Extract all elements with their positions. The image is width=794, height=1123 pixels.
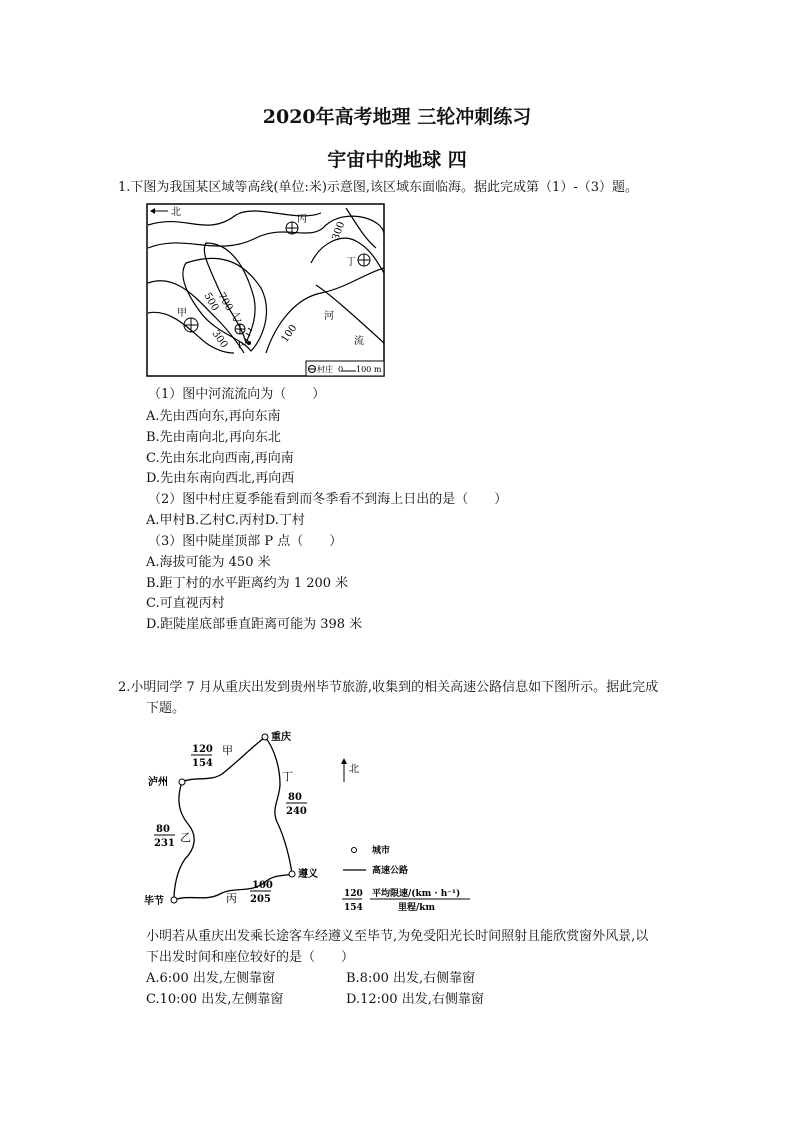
city-luzhou-marker [179, 779, 185, 785]
legend-city-icon [352, 848, 357, 853]
city-chongqing-marker [262, 734, 268, 740]
contour-map [146, 203, 386, 378]
village-jia-icon [184, 318, 198, 332]
q1-sub2-options: A.甲村B.乙村C.丙村D.丁村 [146, 513, 305, 528]
q1-sub3-option-d: D.距陡崖底部垂直距离可能为 398 米 [146, 617, 363, 632]
q1-sub1: （1）图中河流流向为（ ） [148, 387, 326, 402]
fraction-ding [286, 792, 307, 817]
page-subtitle: 宇宙中的地球 四 [327, 149, 467, 171]
segment-label-yi: 乙 [180, 831, 191, 844]
fraction-yi [154, 824, 175, 849]
city-label-luzhou: 泸州 [148, 777, 168, 788]
fraction-bing [250, 880, 273, 905]
q2-option-b: B.8:00 出发,右侧靠窗 [346, 971, 476, 986]
q2-question-line1: 小明若从重庆出发乘长途客车经遵义至毕节,为免受阳光长时间照射且能欣赏窗外风景,以 [146, 929, 649, 944]
point-p-label: P [238, 341, 244, 350]
scale-value: 100 m [356, 365, 382, 374]
svg-text:154: 154 [192, 758, 213, 769]
q1-sub3-option-a: A.海拔可能为 450 米 [146, 555, 271, 570]
legend-village-label: 村庄 [317, 365, 333, 374]
contour-label-500: 500 [201, 291, 221, 314]
contour-label-700: 700 [215, 291, 235, 314]
q2-option-d: D.12:00 出发,右侧靠窗 [346, 992, 484, 1007]
legend-speed-label: 平均限速/(km · h⁻¹) [372, 889, 461, 899]
q1-sub3: （3）图中陡崖顶部 P 点（ ） [148, 534, 343, 549]
svg-text:80: 80 [288, 792, 302, 803]
city-label-bijie: 毕节 [144, 896, 164, 907]
legend-road-label: 高速公路 [372, 866, 409, 876]
q1-sub3-option-b: B.距丁村的水平距离约为 1 200 米 [146, 576, 349, 591]
q1-stem: 1.下图为我国某区域等高线(单位:米)示意图,该区域东面临海。据此完成第（1）-（3）题。 [118, 180, 638, 195]
q2-stem-line2: 下题。 [146, 701, 186, 716]
q2-option-a: A.6:00 出发,左侧靠窗 [146, 971, 275, 986]
svg-text:205: 205 [250, 894, 271, 905]
page-title: 2020年高考地理 三轮冲刺练习 [262, 106, 532, 128]
river-label-1: 河 [324, 311, 334, 322]
q1-sub2: （2）图中村庄夏季能看到而冬季看不到海上日出的是（ ） [148, 492, 508, 507]
q1-sub1-option-b: B.先由南向北,再向东北 [146, 430, 281, 445]
q2-option-c: C.10:00 出发,左侧靠窗 [146, 992, 284, 1007]
svg-text:231: 231 [154, 838, 175, 849]
village-label-bing: 丙 [297, 214, 307, 225]
svg-text:120: 120 [192, 744, 213, 755]
village-label-ding: 丁 [346, 257, 356, 268]
legend-city-label: 城市 [372, 846, 391, 856]
north-label: 北 [349, 764, 359, 775]
village-label-yi: 乙 [232, 313, 242, 324]
city-label-zunyi: 遵义 [298, 869, 318, 880]
svg-text:120: 120 [344, 889, 363, 899]
legend-fraction [342, 889, 363, 913]
svg-text:154: 154 [344, 903, 363, 913]
q1-sub1-option-d: D.先由东南向西北,再向西 [146, 471, 295, 486]
svg-text:100: 100 [252, 880, 273, 891]
segment-label-jia: 甲 [222, 744, 233, 757]
village-ding-icon [358, 254, 370, 266]
contour-label-300: 300 [209, 328, 230, 351]
svg-text:80: 80 [156, 824, 170, 835]
scale-zero: 0 [338, 365, 344, 374]
village-yi-icon [235, 324, 245, 334]
q1-sub3-option-c: C.可直视丙村 [146, 596, 225, 611]
north-arrow-icon [341, 758, 359, 782]
legend-distance-label: 里程/km [398, 903, 436, 913]
point-p-marker [247, 341, 251, 345]
contour-label-100: 100 [279, 322, 300, 345]
q1-sub1-option-a: A.先由西向东,再向东南 [146, 409, 281, 424]
segment-label-ding: 丁 [282, 770, 293, 783]
contour-label-300-east: 300 [330, 220, 348, 243]
fraction-jia [191, 744, 213, 769]
north-label: 北 [171, 207, 181, 218]
q1-sub1-option-c: C.先由东北向西南,再向南 [146, 451, 294, 466]
q2-stem-line1: 2.小明同学 7 月从重庆出发到贵州毕节旅游,收集到的相关高速公路信息如下图所示。据此完成 [118, 680, 659, 695]
highway-map [140, 724, 480, 924]
svg-text:240: 240 [286, 806, 307, 817]
city-bijie-marker [171, 897, 177, 903]
city-zunyi-marker [289, 871, 295, 877]
village-label-jia: 甲 [177, 308, 187, 319]
city-label-chongqing: 重庆 [271, 732, 291, 743]
q2-question-line2: 下出发时间和座位较好的是（ ） [146, 950, 355, 965]
river-label-2: 流 [354, 336, 364, 347]
segment-label-bing: 丙 [226, 892, 237, 905]
